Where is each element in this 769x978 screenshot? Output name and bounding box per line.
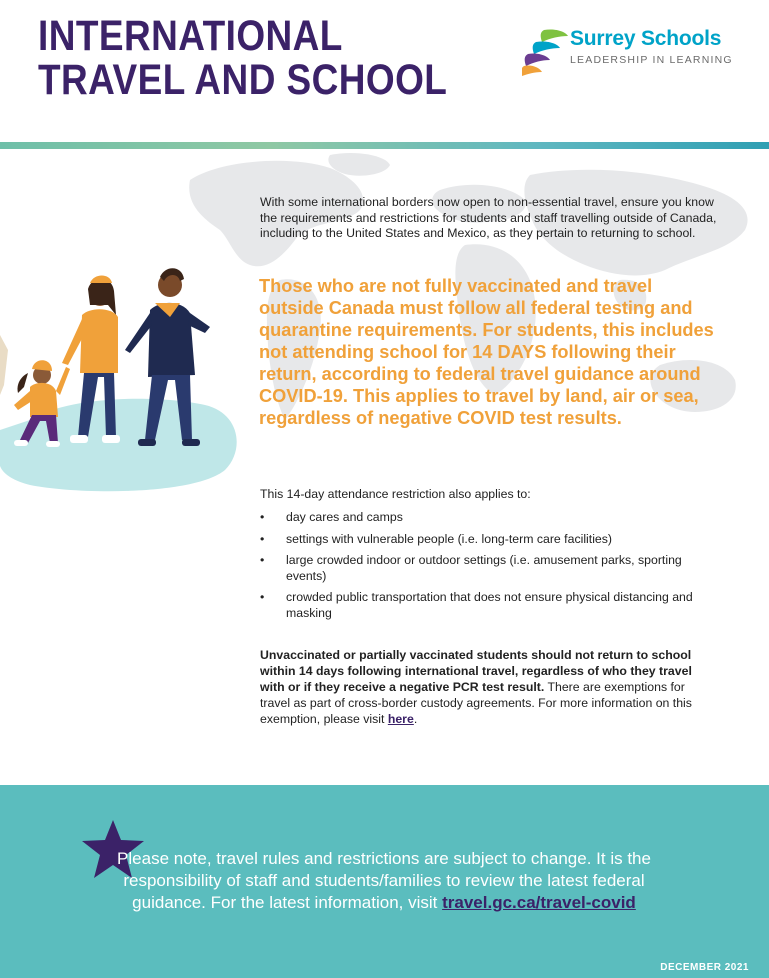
- family-illustration: [0, 255, 240, 495]
- title-line-2: TRAVEL AND SCHOOL: [38, 56, 448, 104]
- surrey-schools-logo: [522, 24, 752, 88]
- exemption-end: .: [413, 712, 418, 726]
- exemption-bold-text: Unvaccinated or partially vaccinated students should not return to school within 14 days following international travel, regardless of who they travel with or if they receive a negative PCR test result.: [260, 648, 692, 694]
- logo-name: Surrey Schools: [570, 27, 722, 50]
- list-item-text: day cares and camps: [286, 510, 403, 524]
- logo-mark-icon: [522, 24, 570, 76]
- note-text: Please note, travel rules and restrictions are subject to change. It is the responsibility of staff and students/families to review the latest federal guidance. For the latest information, visit: [117, 849, 651, 912]
- restriction-list-intro: This 14-day attendance restriction also applies to:: [260, 487, 531, 501]
- list-item-text: large crowded indoor or outdoor settings (i.e. amusement parks, sporting events): [286, 553, 682, 583]
- vaccination-requirement-highlight: Those who are not fully vaccinated and travel outside Canada must follow all federal testing and quarantine requirements. For students, this includes not attending school for 14 DAYS following their return, according to federal travel guidance around COVID-19. This applies to travel by land, air or sea, regardless of negative COVID test results.: [259, 276, 714, 428]
- list-item: [260, 553, 700, 584]
- list-item: [260, 510, 700, 526]
- header: [0, 0, 769, 142]
- travel-rules-note: [104, 848, 664, 914]
- list-item: [260, 532, 700, 548]
- bullet-icon: •: [260, 531, 265, 546]
- title-line-1: INTERNATIONAL: [38, 12, 343, 60]
- publication-date: DECEMBER 2021: [660, 962, 749, 973]
- list-item-text: settings with vulnerable people (i.e. long-term care facilities): [286, 531, 613, 546]
- page-title: [38, 14, 447, 102]
- list-item-text: crowded public transportation that does not ensure physical distancing and masking: [286, 590, 693, 620]
- restriction-list: [260, 510, 700, 627]
- list-item: [260, 590, 700, 621]
- travel-covid-link[interactable]: travel.gc.ca/travel-covid: [442, 893, 636, 912]
- intro-paragraph: With some international borders now open to non-essential travel, ensure you know the requirements and restrictions for students and staff travelling outside of Canada, including to the United States and Mexico, as they pertain to returning to school.: [260, 195, 717, 240]
- bullet-icon: •: [260, 510, 265, 524]
- logo-tagline: LEADERSHIP IN LEARNING: [570, 54, 733, 66]
- bullet-icon: •: [260, 590, 265, 604]
- exemption-paragraph: [260, 647, 710, 727]
- exemption-text: There are exemptions for travel as part of cross-border custody agreements. For more information on this exemption, please visit: [260, 680, 692, 726]
- here-link[interactable]: here: [387, 712, 414, 726]
- bullet-icon: •: [260, 553, 265, 567]
- header-divider: [0, 142, 769, 149]
